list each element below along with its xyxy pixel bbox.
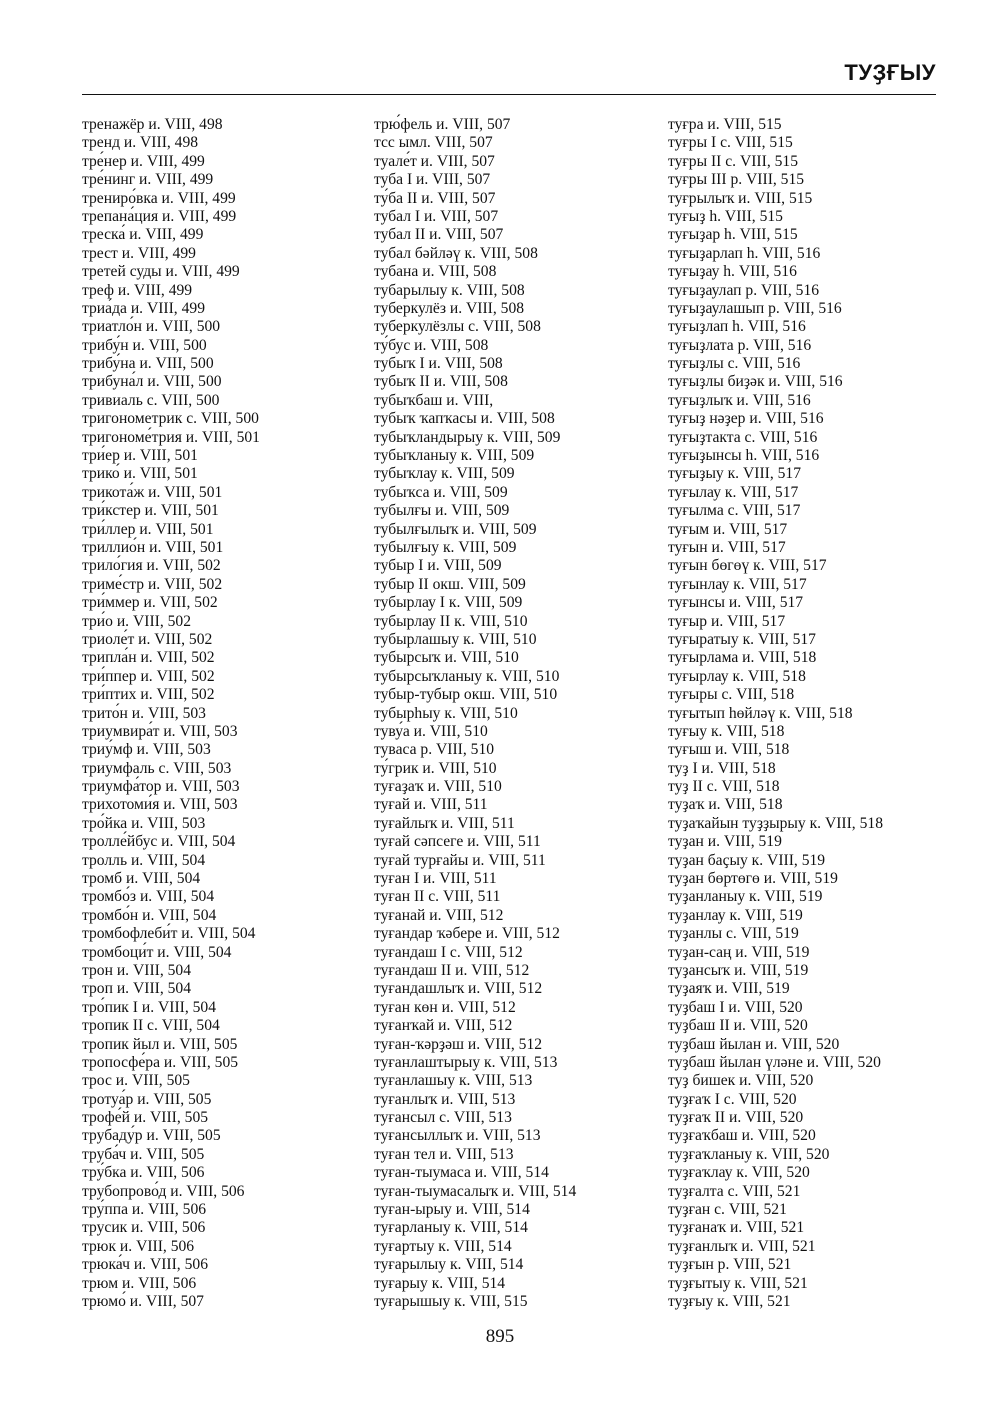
index-entry: туғры III р. VIII, 515 (668, 171, 805, 189)
index-entry: трест и. VIII, 499 (82, 244, 196, 262)
index-entry: туҙан бөртөгө и. VIII, 519 (668, 870, 838, 888)
index-entry: туған-ырыу и. VIII, 514 (374, 1201, 530, 1219)
index-entry: туғыҙарлап һ. VIII, 516 (668, 244, 821, 262)
index-entry: труба́ч и. VIII, 505 (82, 1145, 205, 1163)
index-entry: туҙ бишек и. VIII, 520 (668, 1072, 814, 1090)
index-entry: триоле́т и. VIII, 502 (82, 630, 213, 648)
index-entry: тубыр II окш. VIII, 509 (374, 575, 526, 593)
index-entry: туғаҙаҡ и. VIII, 510 (374, 778, 502, 796)
index-entry: трюк и. VIII, 506 (82, 1237, 195, 1255)
index-entry: туҙғытыу к. VIII, 521 (668, 1274, 808, 1292)
index-entry: туғансыл с. VIII, 513 (374, 1109, 512, 1127)
index-entry: туғылау к. VIII, 517 (668, 483, 799, 501)
index-entry: трико́ и. VIII, 501 (82, 465, 198, 483)
index-entry: тру́ппа и. VIII, 506 (82, 1201, 207, 1219)
index-entry: туғырлама и. VIII, 518 (668, 649, 817, 667)
index-entry: ту́бус и. VIII, 508 (374, 336, 489, 354)
index-entry: туғарыу к. VIII, 514 (374, 1274, 506, 1292)
index-entry: тубылғы и. VIII, 509 (374, 502, 510, 520)
index-entry: тубыҡлау к. VIII, 509 (374, 465, 515, 483)
index-entry: туҙғаҡлау к. VIII, 520 (668, 1164, 810, 1182)
index-entry: тро́йка и. VIII, 503 (82, 814, 206, 832)
index-entry: туғанлаштырыу к. VIII, 513 (374, 1053, 558, 1071)
index-entry: туҙғанлыҡ и. VIII, 521 (668, 1237, 816, 1255)
index-entry: трофе́й и. VIII, 505 (82, 1109, 209, 1127)
index-entry: туҙғанаҡ и. VIII, 521 (668, 1219, 805, 1237)
index-column-3 (668, 116, 883, 1311)
index-entry: тропик II с. VIII, 504 (82, 1017, 220, 1035)
index-entry: трибу́н и. VIII, 500 (82, 336, 207, 354)
index-entry: туғарланыу к. VIII, 514 (374, 1219, 528, 1237)
index-entry: туғым и. VIII, 517 (668, 520, 788, 538)
index-entry: трюм и. VIII, 506 (82, 1274, 197, 1292)
index-entry: туҙанлы с. VIII, 519 (668, 925, 799, 943)
index-entry: тубарылыу к. VIII, 508 (374, 281, 525, 299)
index-entry: туҙансыҡ и. VIII, 519 (668, 961, 809, 979)
index-entry: туҙған с. VIII, 521 (668, 1201, 787, 1219)
index-entry: туҙғын р. VIII, 521 (668, 1256, 792, 1274)
index-entry: туғай сәпсеге и. VIII, 511 (374, 833, 541, 851)
index-entry: туғыҙынсы һ. VIII, 516 (668, 447, 820, 465)
index-entry: туғрылыҡ и. VIII, 515 (668, 189, 813, 207)
index-entry: туғын бөгөү к. VIII, 517 (668, 557, 827, 575)
index-entry: туғандар ҡәбере и. VIII, 512 (374, 925, 560, 943)
index-entry: тренажёр и. VIII, 498 (82, 116, 223, 133)
index-entry: туҙғаҡ II и. VIII, 520 (668, 1109, 804, 1127)
index-entry: туғылма с. VIII, 517 (668, 502, 801, 520)
index-entry: тубыҡ I и. VIII, 508 (374, 355, 503, 373)
index-entry: тубал I и. VIII, 507 (374, 207, 499, 225)
index-entry: туғыҙтакта с. VIII, 516 (668, 428, 818, 446)
index-entry: туҙғаҡ I с. VIII, 520 (668, 1090, 797, 1108)
index-entry: тубыҡса и. VIII, 509 (374, 483, 508, 501)
index-entry: туғырлау к. VIII, 518 (668, 667, 806, 685)
index-entry: тубыҡландырыу к. VIII, 509 (374, 428, 561, 446)
index-entry: треф и. VIII, 499 (82, 281, 193, 299)
index-entry: туғыҙар һ. VIII, 515 (668, 226, 798, 244)
index-entry: туғынсы и. VIII, 517 (668, 594, 804, 612)
index-entry: триумфаль с. VIII, 503 (82, 759, 232, 777)
index-entry: трюмо́ и. VIII, 507 (82, 1293, 204, 1310)
index-entry: тромбофлеби́т и. VIII, 504 (82, 925, 256, 943)
index-entry: тубырлашыу к. VIII, 510 (374, 630, 537, 648)
index-entry: трипла́н и. VIII, 502 (82, 649, 215, 667)
index-entry: туғыҙ һ. VIII, 515 (668, 207, 783, 225)
index-entry: туберкулёз и. VIII, 508 (374, 299, 525, 317)
index-entry: тромбо́н и. VIII, 504 (82, 906, 217, 924)
index-entry: тубыҡ II и. VIII, 508 (374, 373, 508, 391)
index-entry: тсс ымл. VIII, 507 (374, 134, 493, 152)
index-entry: туғыҙлы с. VIII, 516 (668, 355, 801, 373)
index-entry: трито́н и. VIII, 503 (82, 704, 206, 722)
index-entry: туғыр и. VIII, 517 (668, 612, 786, 630)
index-entry: туҙан и. VIII, 519 (668, 833, 782, 851)
index-entry: тубырсыҡ и. VIII, 510 (374, 649, 519, 667)
index-entry: туғанлашыу к. VIII, 513 (374, 1072, 533, 1090)
index-entry: триумфа́тор и. VIII, 503 (82, 778, 240, 796)
index-entry: трихотоми́я и. VIII, 503 (82, 796, 238, 814)
index-entry: ту́грик и. VIII, 510 (374, 759, 497, 777)
index-entry: туғыш и. VIII, 518 (668, 741, 790, 759)
index-entry: трибуна́л и. VIII, 500 (82, 373, 222, 391)
index-entry: тубыҡбаш и. VIII, (374, 391, 494, 409)
index-entry: тропик йыл и. VIII, 505 (82, 1035, 238, 1053)
index-entry: тромб и. VIII, 504 (82, 870, 201, 888)
index-entry: туҙ I и. VIII, 518 (668, 759, 776, 777)
index-entry: туғарышыу к. VIII, 515 (374, 1293, 528, 1310)
index-entry: триумвира́т и. VIII, 503 (82, 722, 238, 740)
index-entry: туҙғаҡланыу к. VIII, 520 (668, 1145, 830, 1163)
index-entry: туған тел и. VIII, 513 (374, 1145, 514, 1163)
index-entry: туҙаҡайын туҙҙырыу к. VIII, 518 (668, 814, 883, 832)
index-entry: туҙбаш йылан и. VIII, 520 (668, 1035, 840, 1053)
running-head: ТУҘҒЫУ (844, 60, 936, 85)
index-entry: трон и. VIII, 504 (82, 961, 192, 979)
index-entry: туҙбаш I и. VIII, 520 (668, 998, 803, 1016)
index-entry: туғыҙлата р. VIII, 516 (668, 336, 812, 354)
index-entry: три́ммер и. VIII, 502 (82, 594, 218, 612)
index-entry: триме́стр и. VIII, 502 (82, 575, 223, 593)
index-entry: туғарылыу к. VIII, 514 (374, 1256, 524, 1274)
index-entry: туғыратыу к. VIII, 517 (668, 630, 816, 648)
index-entry: туғры II с. VIII, 515 (668, 152, 799, 170)
index-entry: треска́ и. VIII, 499 (82, 226, 204, 244)
index-entry: тривиаль с. VIII, 500 (82, 391, 220, 409)
index-entry: тубылғыу к. VIII, 509 (374, 538, 517, 556)
index-entry: трюка́ч и. VIII, 506 (82, 1256, 208, 1274)
index-entry: тренд и. VIII, 498 (82, 134, 199, 152)
index-entry: туғры I с. VIII, 515 (668, 134, 793, 152)
page-number: 895 (485, 1326, 515, 1347)
index-entry: туву́а и. VIII, 510 (374, 722, 488, 740)
index-entry: туғын и. VIII, 517 (668, 538, 786, 556)
index-entry: тру́бка и. VIII, 506 (82, 1164, 205, 1182)
index-entry: туғыҙ нәҙер и. VIII, 516 (668, 410, 824, 428)
index-entry: туған-тыумаса и. VIII, 514 (374, 1164, 549, 1182)
index-entry: трило́гия и. VIII, 502 (82, 557, 221, 575)
index-entry: туҙғаҡбаш и. VIII, 520 (668, 1127, 816, 1145)
index-entry: туғыҙлап һ. VIII, 516 (668, 318, 806, 336)
index-entry: трусик и. VIII, 506 (82, 1219, 206, 1237)
header-rule (82, 94, 936, 95)
index-entry: туҙбаш йылан үләне и. VIII, 520 (668, 1053, 881, 1071)
index-entry: тубыҡ ҡапҡасы и. VIII, 508 (374, 410, 555, 428)
index-entry: туале́т и. VIII, 507 (374, 152, 495, 170)
index-entry: третей суды и. VIII, 499 (82, 263, 240, 281)
index-entry: туғыҙаулашып р. VIII, 516 (668, 299, 842, 317)
index-entry: триллио́н и. VIII, 501 (82, 538, 224, 556)
index-entry: туғанҡай и. VIII, 512 (374, 1017, 513, 1035)
index-entry: туғыҙыу к. VIII, 517 (668, 465, 802, 483)
index-entry: туғанай и. VIII, 512 (374, 906, 504, 924)
index-column-2 (374, 116, 576, 1311)
index-entry: тубана и. VIII, 508 (374, 263, 497, 281)
index-entry: туҙан-саң и. VIII, 519 (668, 943, 810, 961)
index-entry: туғыҙлыҡ и. VIII, 516 (668, 391, 811, 409)
index-entry: туғытып һөйләү к. VIII, 518 (668, 704, 853, 722)
index-entry: туба I и. VIII, 507 (374, 171, 491, 189)
index-entry: туған-ҡәрҙәш и. VIII, 512 (374, 1035, 543, 1053)
index-entry: туғыҙаулап р. VIII, 516 (668, 281, 820, 299)
index-entry: туҙбаш II и. VIII, 520 (668, 1017, 808, 1035)
index-entry: туғартыу к. VIII, 514 (374, 1237, 512, 1255)
index-entry: туғандаш II и. VIII, 512 (374, 961, 530, 979)
index-entry: туғайлыҡ и. VIII, 511 (374, 814, 515, 832)
index-entry: тромбоци́т и. VIII, 504 (82, 943, 232, 961)
index-entry: туҙ II с. VIII, 518 (668, 778, 780, 796)
index-entry: тригономе́трия и. VIII, 501 (82, 428, 260, 446)
index-entry: трубаду́р и. VIII, 505 (82, 1127, 221, 1145)
index-entry: три́птих и. VIII, 502 (82, 686, 215, 704)
index-entry: туҙғыу к. VIII, 521 (668, 1293, 791, 1310)
index-entry: трибу́на и. VIII, 500 (82, 355, 214, 373)
index-entry: туғанлыҡ и. VIII, 513 (374, 1090, 516, 1108)
index-entry: туған I и. VIII, 511 (374, 870, 497, 888)
index-entry: ту́ба II и. VIII, 507 (374, 189, 496, 207)
index-entry: туваса р. VIII, 510 (374, 741, 495, 759)
index-entry: тубырлау II к. VIII, 510 (374, 612, 528, 630)
index-entry: трос и. VIII, 505 (82, 1072, 190, 1090)
index-entry: три́ер и. VIII, 501 (82, 447, 198, 465)
index-entry: туғыҙлы биҙәк и. VIII, 516 (668, 373, 843, 391)
index-entry: тре́нинг и. VIII, 499 (82, 171, 214, 189)
index-entry: тропосфе́ра и. VIII, 505 (82, 1053, 239, 1071)
index-entry: туғай турғайы и. VIII, 511 (374, 851, 546, 869)
index-entry: туған II с. VIII, 511 (374, 888, 501, 906)
index-entry: туғандаш I с. VIII, 512 (374, 943, 523, 961)
index-entry: три́ппер и. VIII, 502 (82, 667, 215, 685)
index-entry: триа́да и. VIII, 499 (82, 299, 205, 317)
index-entry: туберкулёзлы с. VIII, 508 (374, 318, 541, 336)
index-entry: тубыҡланыу к. VIII, 509 (374, 447, 535, 465)
index-entry: туҙаяҡ и. VIII, 519 (668, 980, 790, 998)
index-entry: тубал бәйләү к. VIII, 508 (374, 244, 538, 262)
index-entry: три́о и. VIII, 502 (82, 612, 192, 630)
index-entry: тре́нер и. VIII, 499 (82, 152, 205, 170)
index-entry: тролль и. VIII, 504 (82, 851, 206, 869)
index-entry: тубырсыҡланыу к. VIII, 510 (374, 667, 560, 685)
index-entry: три́кстер и. VIII, 501 (82, 502, 219, 520)
index-entry: туған-тыумасалыҡ и. VIII, 514 (374, 1182, 577, 1200)
index-column-1 (82, 116, 260, 1311)
index-entry: туғынлау к. VIII, 517 (668, 575, 807, 593)
index-entry: туҙанлау к. VIII, 519 (668, 906, 803, 924)
index-entry: троп и. VIII, 504 (82, 980, 192, 998)
index-entry: тубырһыу к. VIII, 510 (374, 704, 518, 722)
index-entry: тубыр I и. VIII, 509 (374, 557, 502, 575)
index-entry: туғра и. VIII, 515 (668, 116, 782, 133)
index-entry: тубырлау I к. VIII, 509 (374, 594, 523, 612)
index-entry: трубопрово́д и. VIII, 506 (82, 1182, 245, 1200)
index-entry: тро́пик I и. VIII, 504 (82, 998, 217, 1016)
index-entry: трениро́вка и. VIII, 499 (82, 189, 236, 207)
index-entry: трикота́ж и. VIII, 501 (82, 483, 223, 501)
index-entry: туғандашлыҡ и. VIII, 512 (374, 980, 543, 998)
index-entry: трепана́ция и. VIII, 499 (82, 207, 237, 225)
index-entry: тролле́йбус и. VIII, 504 (82, 833, 236, 851)
index-entry: туғыры с. VIII, 518 (668, 686, 795, 704)
index-entry: тригонометрик с. VIII, 500 (82, 410, 259, 428)
index-entry: три́ллер и. VIII, 501 (82, 520, 214, 538)
index-entry: туҙаҡ и. VIII, 518 (668, 796, 783, 814)
index-entry: туғыу к. VIII, 518 (668, 722, 785, 740)
index-entry: туҙанланыу к. VIII, 519 (668, 888, 823, 906)
index-entry: трю́фель и. VIII, 507 (374, 116, 511, 133)
index-entry: тротуа́р и. VIII, 505 (82, 1090, 212, 1108)
index-entry: туғансыллыҡ и. VIII, 513 (374, 1127, 541, 1145)
index-entry: триатло́н и. VIII, 500 (82, 318, 221, 336)
index-entry: триу́мф и. VIII, 503 (82, 741, 211, 759)
index-entry: туғыҙау һ. VIII, 516 (668, 263, 797, 281)
index-entry: туғай и. VIII, 511 (374, 796, 488, 814)
index-entry: тубылғылыҡ и. VIII, 509 (374, 520, 537, 538)
index-entry: туҙан баҫыу к. VIII, 519 (668, 851, 826, 869)
index-entry: тубыр-тубыр окш. VIII, 510 (374, 686, 558, 704)
index-entry: тубал II и. VIII, 507 (374, 226, 504, 244)
index-entry: туҙғалта с. VIII, 521 (668, 1182, 801, 1200)
index-entry: туған көн и. VIII, 512 (374, 998, 516, 1016)
index-entry: тромбо́з и. VIII, 504 (82, 888, 215, 906)
